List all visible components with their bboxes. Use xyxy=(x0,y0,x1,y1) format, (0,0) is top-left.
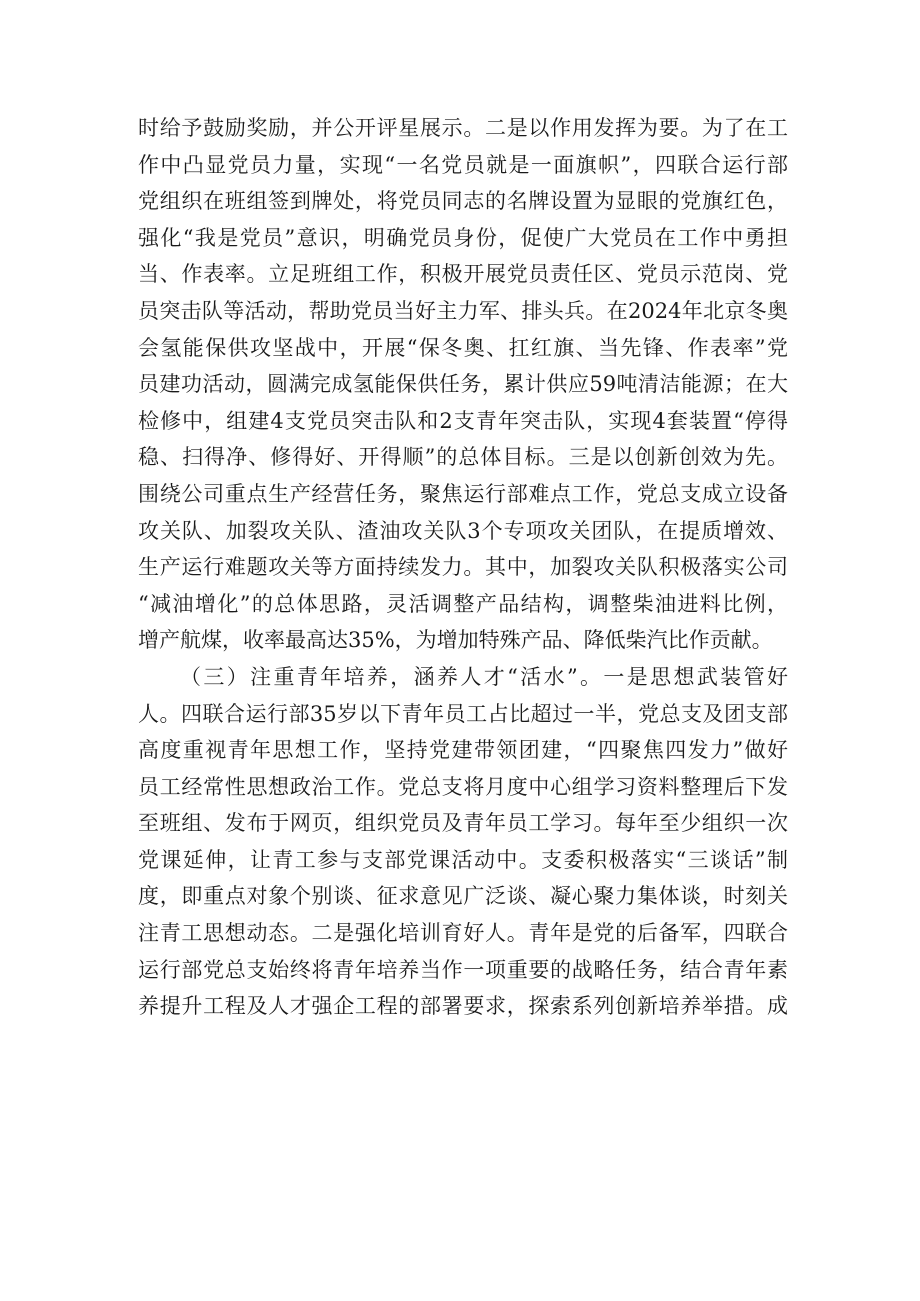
text-line: 稳、扫得净、修得好、开得顺”的总体目标。三是以创新创效为先。 xyxy=(138,445,788,470)
text-line: 围绕公司重点生产经营任务，聚焦运行部难点工作，党总支成立设备 xyxy=(138,481,788,506)
text-line: 注青工思想动态。二是强化培训育好人。青年是党的后备军，四联合 xyxy=(138,921,788,946)
text-line: 攻关队、加裂攻关队、渣油攻关队3个专项攻关团队，在提质增效、 xyxy=(138,518,788,543)
text-line: 高度重视青年思想工作，坚持党建带领团建，“四聚焦四发力”做好 xyxy=(138,738,788,763)
text-line: 运行部党总支始终将青年培养当作一项重要的战略任务，结合青年素 xyxy=(138,957,788,982)
text-line: 强化“我是党员”意识，明确党员身份，促使广大党员在工作中勇担 xyxy=(138,225,788,250)
text-line: 员突击队等活动，帮助党员当好主力军、排头兵。在2024年北京冬奥 xyxy=(138,298,788,323)
text-line: “减油增化”的总体思路，灵活调整产品结构，调整柴油进料比例， xyxy=(138,591,788,616)
text-line: 检修中，组建4支党员突击队和2支青年突击队，实现4套装置“停得 xyxy=(138,408,788,433)
paragraph-end-line: 增产航煤，收率最高达35%，为增加特殊产品、降低柴汽比作贡献。 xyxy=(138,628,773,653)
section-heading-line: （三）注重青年培养，涵养人才“活水”。一是思想武装管好 xyxy=(180,664,788,689)
text-line: 员工经常性思想政治工作。党总支将月度中心组学习资料整理后下发 xyxy=(138,774,788,799)
text-line: 时给予鼓励奖励，并公开评星展示。二是以作用发挥为要。为了在工 xyxy=(138,116,788,140)
text-line: 党课延伸，让青工参与支部党课活动中。支委积极落实“三谈话”制 xyxy=(138,847,788,872)
text-line: 至班组、发布于网页，组织党员及青年员工学习。每年至少组织一次 xyxy=(138,811,788,836)
text-line: 度，即重点对象个别谈、征求意见广泛谈、凝心聚力集体谈，时刻关 xyxy=(138,884,788,909)
text-line: 作中凸显党员力量，实现“一名党员就是一面旗帜”，四联合运行部 xyxy=(138,152,788,177)
text-line: 生产运行难题攻关等方面持续发力。其中，加裂攻关队积极落实公司 xyxy=(138,555,788,580)
document-body xyxy=(138,110,788,1025)
text-line: 当、作表率。立足班组工作，积极开展党员责任区、党员示范岗、党 xyxy=(138,262,788,287)
text-line: 养提升工程及人才强企工程的部署要求，探索系列创新培养举措。成 xyxy=(138,994,788,1019)
text-line: 员建功活动，圆满完成氢能保供任务，累计供应59吨清洁能源；在大 xyxy=(138,372,788,397)
text-line: 党组织在班组签到牌处，将党员同志的名牌设置为显眼的党旗红色， xyxy=(138,189,788,214)
text-line: 会氢能保供攻坚战中，开展“保冬奥、扛红旗、当先锋、作表率”党 xyxy=(138,335,788,360)
text-line: 人。四联合运行部35岁以下青年员工占比超过一半，党总支及团支部 xyxy=(138,701,788,726)
